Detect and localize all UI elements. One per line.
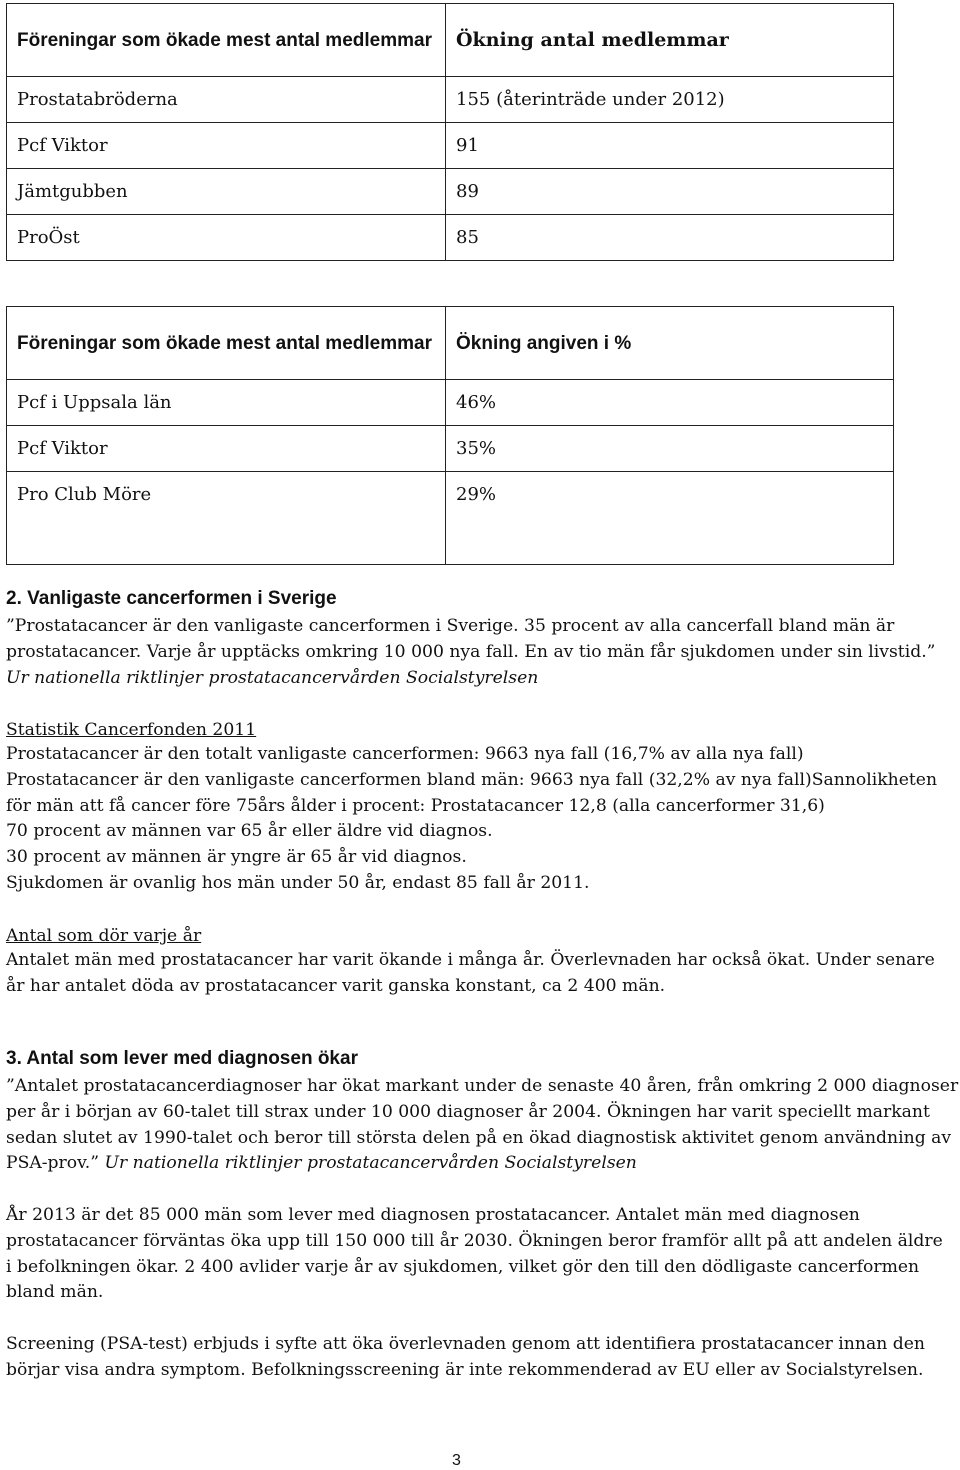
stats-line: Sjukdomen är ovanlig hos män under 50 år, endast 85 fall år 2011. [6, 872, 590, 893]
living-line: prostatacancer förväntas öka upp till 150 000 till år 2030. Ökningen beror framför allt på att andelen äldre [6, 1230, 943, 1251]
living-line: i befolkningen ökar. 2 400 avlider varje år av sjukdomen, vilket gör den till den dödligaste cancerformen [6, 1256, 920, 1277]
deaths-title-text: Antal som dör varje år [6, 926, 202, 946]
living-line: bland män. [6, 1282, 104, 1303]
quote-line: sedan slutet av 1990-talet och beror till största delen på en ökad diagnostisk aktivitet genom användning av [6, 1127, 952, 1148]
living-block [6, 1203, 956, 1306]
screening-block [6, 1332, 956, 1384]
table-cell: Pcf Viktor [7, 123, 446, 169]
source-citation: Ur nationella riktlinjer prostatacancervården Socialstyrelsen [104, 1153, 637, 1174]
table-cell: 85 [446, 215, 894, 261]
table-cell: Pro Club Möre [7, 472, 446, 565]
table-cell: Jämtgubben [7, 169, 446, 215]
table-cell: Pcf Viktor [7, 426, 446, 472]
table-cell: ProÖst [7, 215, 446, 261]
quote-line: PSA-prov.” Ur nationella riktlinjer prostatacancervården Socialstyrelsen [6, 1153, 637, 1174]
section-3-quote [6, 1074, 959, 1177]
stats-title-text: Statistik Cancerfonden 2011 [6, 720, 257, 740]
table-row [7, 426, 894, 472]
table-header-row [7, 307, 894, 380]
table-row [7, 123, 894, 169]
table-cell: 91 [446, 123, 894, 169]
section-2-quote [6, 614, 956, 691]
stats-block [6, 742, 956, 897]
quote-line: ”Antalet prostatacancerdiagnoser har ökat markant under de senaste 40 åren, från omkring 2 000 diagnoser [6, 1076, 959, 1096]
table-header-row [7, 4, 894, 77]
percent-increase-table [6, 306, 894, 565]
deaths-line: år har antalet döda av prostatacancer varit ganska konstant, ca 2 400 män. [6, 975, 666, 996]
section-3-heading: 3. Antal som lever med diagnosen ökar [6, 1048, 358, 1069]
table-cell: Pcf i Uppsala län [7, 380, 446, 426]
section-2-heading: 2. Vanligaste cancerformen i Sverige [6, 588, 337, 609]
stats-title [6, 718, 956, 744]
deaths-block [6, 948, 956, 1000]
table-cell: 46% [446, 380, 894, 426]
table-row [7, 472, 894, 565]
stats-line: Prostatacancer är den totalt vanligaste cancerformen: 9663 nya fall (16,7% av alla nya fall) [6, 744, 804, 764]
screening-line: börjar visa andra symptom. Befolkningsscreening är inte rekommenderad av EU eller av Socialstyrelsen. [6, 1359, 924, 1380]
screening-line: Screening (PSA-test) erbjuds i syfte att öka överlevnaden genom att identifiera prostatacancer innan den [6, 1334, 925, 1354]
stats-line: 30 procent av männen är yngre är 65 år vid diagnos. [6, 847, 467, 868]
table-header-cell: Föreningar som ökade mest antal medlemmar [7, 4, 446, 77]
deaths-line: Antalet män med prostatacancer har varit ökande i många år. Överlevnaden har också ökat. Under senare [6, 950, 935, 970]
table-cell: 29% [446, 472, 894, 565]
deaths-title [6, 924, 956, 950]
table-header-cell: Ökning angiven i % [446, 307, 894, 380]
quote-line: ”Prostatacancer är den vanligaste cancerformen i Sverige. 35 procent av alla cancerfall bland män är [6, 616, 895, 636]
table-cell: 155 (återinträde under 2012) [446, 77, 894, 123]
member-increase-table [6, 3, 894, 261]
table-row [7, 380, 894, 426]
table-row [7, 169, 894, 215]
table-cell: Prostatabröderna [7, 77, 446, 123]
table-cell: 35% [446, 426, 894, 472]
table-row [7, 215, 894, 261]
living-line: År 2013 är det 85 000 män som lever med diagnosen prostatacancer. Antalet män med diagnosen [6, 1205, 860, 1225]
source-citation: Ur nationella riktlinjer prostatacancervården Socialstyrelsen [6, 667, 539, 688]
stats-line: för män att få cancer före 75års ålder i procent: Prostatacancer 12,8 (alla cancerformer 31,6) [6, 795, 825, 816]
stats-line: 70 procent av männen var 65 år eller äldre vid diagnos. [6, 821, 493, 842]
table-header-cell: Föreningar som ökade mest antal medlemmar [7, 307, 446, 380]
quote-line: prostatacancer. Varje år upptäcks omkring 10 000 nya fall. En av tio män får sjukdomen under sin livstid.” [6, 641, 936, 662]
table-header-cell: Ökning antal medlemmar [446, 4, 894, 77]
page-number: 3 [452, 1452, 461, 1469]
table-cell: 89 [446, 169, 894, 215]
stats-line: Prostatacancer är den vanligaste cancerformen bland män: 9663 nya fall (32,2% av nya fall)Sannolikheten [6, 769, 938, 790]
quote-line: per år i början av 60-talet till strax under 10 000 diagnoser år 2004. Ökningen har varit speciellt markant [6, 1101, 930, 1122]
table-row [7, 77, 894, 123]
